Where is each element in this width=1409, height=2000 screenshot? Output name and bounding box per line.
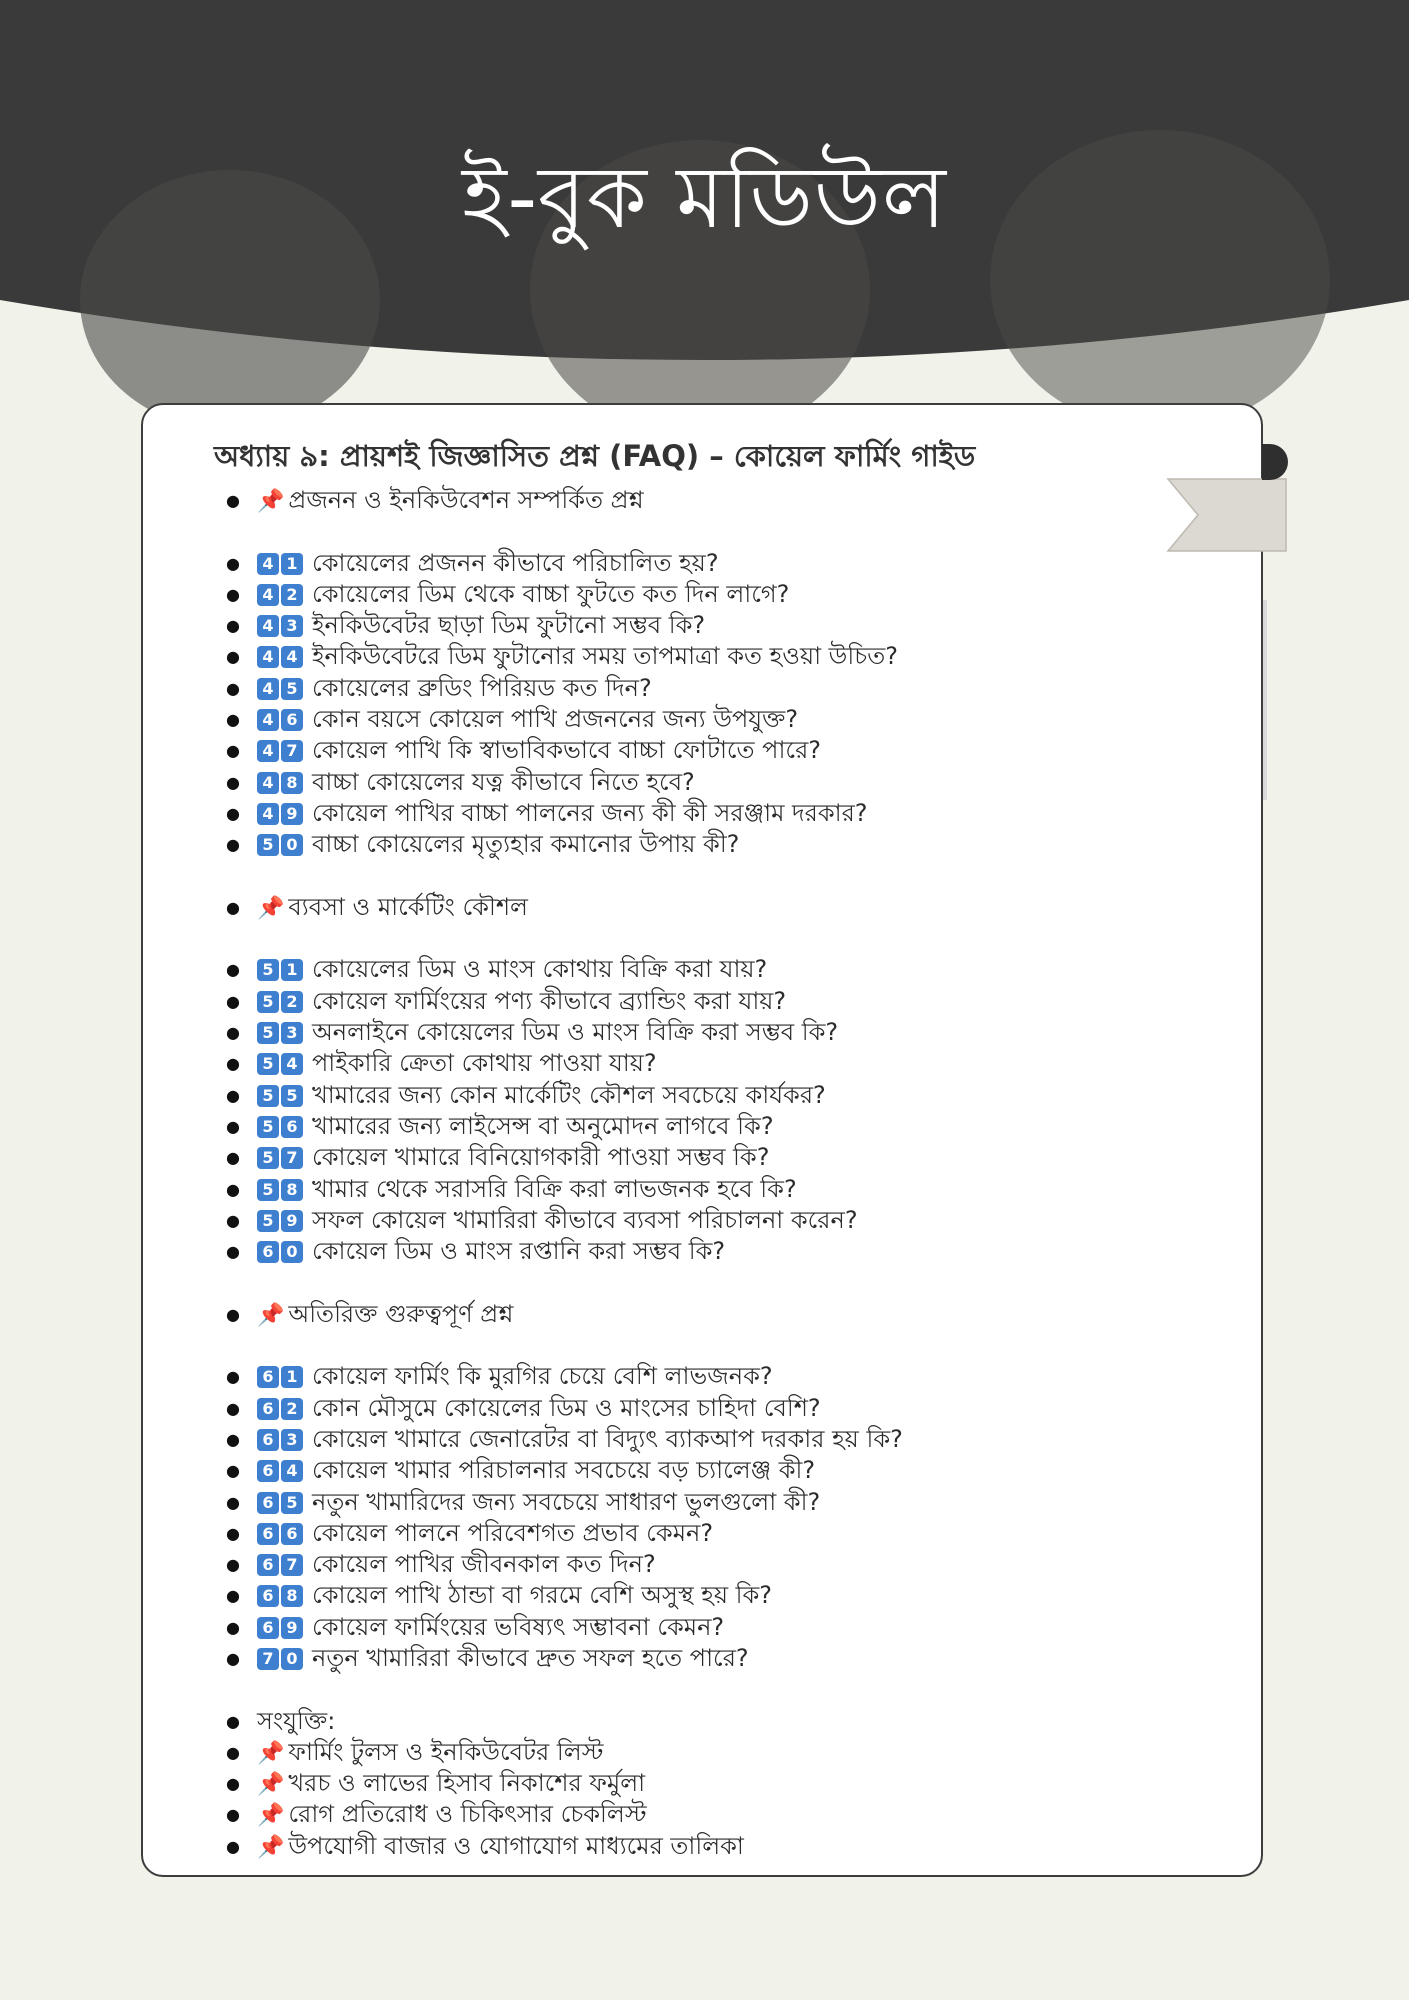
ebook-module-title: ই-বুক মডিউল: [462, 148, 947, 248]
item-text: কোয়েল পাখি কি স্বাভাবিকভাবে বাচ্চা ফোটাতে পারে?: [312, 736, 822, 765]
faq-item: [0, 548, 1150, 579]
faq-item: [0, 1424, 1150, 1455]
faq-item: [0, 673, 1150, 704]
faq-item: [0, 641, 1150, 672]
item-text: কোয়েল পাখির বাচ্চা পালনের জন্য কী কী সরঞ্জাম দরকার?: [312, 798, 868, 827]
question-number: 5 2: [257, 986, 305, 1017]
faq-item: [0, 1017, 1150, 1048]
bullet-icon: ●: [226, 1429, 240, 1449]
item-text: ইনকিউবেটর ছাড়া ডিম ফুটানো সম্ভব কি?: [312, 611, 706, 640]
bullet-icon: ●: [226, 1586, 240, 1606]
item-text: অতিরিক্ত গুরুত্বপূর্ণ প্রশ্ন: [288, 1299, 514, 1328]
item-text: সংযুক্তি:: [257, 1706, 336, 1735]
bullet-icon: ●: [226, 1023, 240, 1043]
question-number: 6 5: [257, 1487, 305, 1518]
item-text: নতুন খামারিদের জন্য সবচেয়ে সাধারণ ভুলগুলো কী?: [312, 1487, 821, 1516]
question-number: 7 0: [257, 1643, 305, 1674]
bullet-icon: ●: [226, 1805, 240, 1825]
list-spacer: [0, 1674, 1150, 1705]
bullet-icon: ●: [226, 1523, 240, 1543]
item-text: কোয়েলের ডিম ও মাংস কোথায় বিক্রি করা যায়?: [312, 955, 768, 984]
section-heading-item: [0, 485, 1150, 516]
faq-item: [0, 1612, 1150, 1643]
bullet-icon: ●: [226, 1242, 240, 1262]
faq-item: [0, 704, 1150, 735]
question-number: 5 5: [257, 1080, 305, 1111]
item-text: কোয়েল খামারে বিনিয়োগকারী পাওয়া সম্ভব কি?: [312, 1143, 770, 1172]
pushpin-icon: 📌: [257, 1803, 285, 1829]
item-text: খামারের জন্য কোন মার্কেটিং কৌশল সবচেয়ে কার্যকর?: [312, 1080, 826, 1109]
item-text: রোগ প্রতিরোধ ও চিকিৎসার চেকলিস্ট: [288, 1800, 647, 1829]
bullet-icon: ●: [226, 1648, 240, 1668]
faq-item: [0, 1080, 1150, 1111]
item-text: সফল কোয়েল খামারিরা কীভাবে ব্যবসা পরিচালনা করেন?: [312, 1205, 858, 1234]
question-number: 6 1: [257, 1361, 305, 1392]
item-text: পাইকারি ক্রেতা কোথায় পাওয়া যায়?: [312, 1049, 657, 1078]
header-banner: [0, 0, 1409, 440]
bullet-icon: ●: [226, 1367, 240, 1387]
faq-list: [0, 485, 1150, 1862]
bullet-icon: ●: [226, 1617, 240, 1637]
bullet-icon: ●: [226, 1054, 240, 1074]
bullet-icon: ●: [226, 991, 240, 1011]
item-text: কোয়েল ফার্মিংয়ের পণ্য কীভাবে ব্র্যান্ডিং করা যায়?: [312, 986, 787, 1015]
item-text: কোয়েল ডিম ও মাংস রপ্তানি করা সম্ভব কি?: [312, 1237, 726, 1266]
question-number: 4 6: [257, 704, 305, 735]
faq-item: [0, 1205, 1150, 1236]
item-text: কোয়েল ফার্মিং কি মুরগির চেয়ে বেশি লাভজনক?: [312, 1362, 773, 1391]
bullet-icon: ●: [226, 678, 240, 698]
question-number: 4 9: [257, 798, 305, 829]
bullet-icon: ●: [226, 616, 240, 636]
faq-item: [0, 1580, 1150, 1611]
bullet-icon: ●: [226, 1179, 240, 1199]
faq-item: [0, 1393, 1150, 1424]
bullet-icon: ●: [226, 1398, 240, 1418]
question-number: 4 3: [257, 610, 305, 641]
item-text: নতুন খামারিরা কীভাবে দ্রুত সফল হতে পারে?: [312, 1643, 749, 1672]
question-number: 5 8: [257, 1174, 305, 1205]
bullet-icon: ●: [226, 1304, 240, 1324]
list-spacer: [0, 1267, 1150, 1298]
item-text: অনলাইনে কোয়েলের ডিম ও মাংস বিক্রি করা সম্ভব কি?: [312, 1018, 839, 1047]
question-number: 4 7: [257, 735, 305, 766]
item-text: কোয়েল পালনে পরিবেশগত প্রভাব কেমন?: [312, 1518, 714, 1547]
section-heading-item: [0, 1737, 1150, 1768]
pushpin-icon: 📌: [257, 895, 285, 921]
bullet-icon: ●: [226, 960, 240, 980]
item-text: কোয়েল খামারে জেনারেটর বা বিদ্যুৎ ব্যাকআপ দরকার হয় কি?: [312, 1424, 903, 1453]
bullet-icon: ●: [226, 1492, 240, 1512]
bullet-icon: ●: [226, 1116, 240, 1136]
faq-item: [0, 1048, 1150, 1079]
question-number: 6 2: [257, 1393, 305, 1424]
item-text: কোন বয়সে কোয়েল পাখি প্রজননের জন্য উপযুক্ত?: [312, 705, 799, 734]
faq-item: [0, 1174, 1150, 1205]
faq-item: [0, 1111, 1150, 1142]
faq-item: [0, 1236, 1150, 1267]
item-text: ইনকিউবেটরে ডিম ফুটানোর সময় তাপমাত্রা কত হওয়া উচিত?: [312, 642, 898, 671]
bullet-icon: ●: [226, 1461, 240, 1481]
bullet-icon: ●: [226, 584, 240, 604]
question-number: 5 1: [257, 954, 305, 985]
list-spacer: [0, 923, 1150, 954]
bullet-icon: ●: [226, 553, 240, 573]
question-number: 6 9: [257, 1612, 305, 1643]
bullet-icon: ●: [226, 772, 240, 792]
bullet-icon: ●: [226, 1210, 240, 1230]
section-heading-item: [0, 1831, 1150, 1862]
faq-item: [0, 798, 1150, 829]
faq-item: [0, 954, 1150, 985]
list-spacer: [0, 1330, 1150, 1361]
question-number: 5 9: [257, 1205, 305, 1236]
pushpin-icon: 📌: [257, 1740, 285, 1766]
question-number: 6 0: [257, 1236, 305, 1267]
question-number: 5 7: [257, 1142, 305, 1173]
item-text: কোয়েলের ব্রুডিং পিরিয়ড কত দিন?: [312, 673, 652, 702]
faq-item: [0, 735, 1150, 766]
pushpin-icon: 📌: [257, 1302, 285, 1328]
pushpin-icon: 📌: [257, 489, 285, 514]
item-text: কোয়েলের প্রজনন কীভাবে পরিচালিত হয়?: [312, 548, 719, 577]
item-text: বাচ্চা কোয়েলের যত্ন কীভাবে নিতে হবে?: [312, 767, 695, 796]
faq-item: [0, 767, 1150, 798]
faq-item: [0, 986, 1150, 1017]
faq-item: [0, 610, 1150, 641]
item-text: খরচ ও লাভের হিসাব নিকাশের ফর্মুলা: [288, 1769, 646, 1798]
faq-item: [0, 1643, 1150, 1674]
bullet-icon: ●: [226, 1085, 240, 1105]
question-number: 4 2: [257, 579, 305, 610]
item-text: ব্যবসা ও মার্কেটিং কৌশল: [288, 892, 528, 921]
faq-item: [0, 1142, 1150, 1173]
item-text: খামার থেকে সরাসরি বিক্রি করা লাভজনক হবে কি?: [312, 1174, 797, 1203]
pushpin-icon: 📌: [257, 1834, 285, 1860]
bullet-icon: ●: [226, 835, 240, 855]
section-heading-item: [0, 1799, 1150, 1830]
section-heading-item: [0, 1768, 1150, 1799]
item-text: উপযোগী বাজার ও যোগাযোগ মাধ্যমের তালিকা: [288, 1831, 744, 1860]
bullet-icon: ●: [226, 647, 240, 667]
question-number: 4 4: [257, 641, 305, 672]
faq-item: [0, 1549, 1150, 1580]
item-text: কোয়েল ফার্মিংয়ের ভবিষ্যৎ সম্ভাবনা কেমন?: [312, 1612, 725, 1641]
question-number: 5 4: [257, 1048, 305, 1079]
question-number: 6 4: [257, 1455, 305, 1486]
bullet-icon: ●: [226, 1836, 240, 1856]
bullet-icon: ●: [226, 1148, 240, 1168]
pushpin-icon: 📌: [257, 1772, 285, 1798]
faq-item: [0, 829, 1150, 860]
item-text: কোয়েল খামার পরিচালনার সবচেয়ে বড় চ্যালেঞ্জ কী?: [312, 1456, 816, 1485]
item-text: কোয়েল পাখি ঠান্ডা বা গরমে বেশি অসুস্থ হয় কি?: [312, 1581, 773, 1610]
faq-item: [0, 1487, 1150, 1518]
item-text: ফার্মিং টুলস ও ইনকিউবেটর লিস্ট: [288, 1737, 604, 1766]
question-number: 6 6: [257, 1518, 305, 1549]
bullet-icon: ●: [226, 710, 240, 730]
bullet-icon: ●: [226, 1555, 240, 1575]
bullet-icon: ●: [226, 1742, 240, 1762]
question-number: 5 6: [257, 1111, 305, 1142]
question-number: 4 8: [257, 767, 305, 798]
faq-item: [0, 1518, 1150, 1549]
item-text: খামারের জন্য লাইসেন্স বা অনুমোদন লাগবে কি?: [312, 1111, 774, 1140]
question-number: 6 3: [257, 1424, 305, 1455]
question-number: 5 0: [257, 829, 305, 860]
bullet-icon: ●: [226, 491, 240, 510]
faq-item: [0, 579, 1150, 610]
faq-item: [0, 1361, 1150, 1392]
faq-item: [0, 1455, 1150, 1486]
chapter-title: অধ্যায় ৯: প্রায়শই জিজ্ঞাসিত প্রশ্ন (FAQ) – কোয়েল ফার্মিং গাইড: [214, 439, 976, 473]
question-number: 6 8: [257, 1580, 305, 1611]
list-item: [0, 1706, 1150, 1737]
bullet-icon: ●: [226, 1711, 240, 1731]
section-heading-item: [0, 892, 1150, 923]
item-text: প্রজনন ও ইনকিউবেশন সম্পর্কিত প্রশ্ন: [288, 486, 644, 514]
item-text: কোন মৌসুমে কোয়েলের ডিম ও মাংসের চাহিদা বেশি?: [312, 1393, 821, 1422]
list-spacer: [0, 861, 1150, 892]
bullet-icon: ●: [226, 897, 240, 917]
bullet-icon: ●: [226, 803, 240, 823]
question-number: 6 7: [257, 1549, 305, 1580]
bullet-icon: ●: [226, 1774, 240, 1794]
question-number: 5 3: [257, 1017, 305, 1048]
bullet-icon: ●: [226, 741, 240, 761]
item-text: কোয়েলের ডিম থেকে বাচ্চা ফুটতে কত দিন লাগে?: [312, 579, 790, 608]
question-number: 4 5: [257, 673, 305, 704]
item-text: কোয়েল পাখির জীবনকাল কত দিন?: [312, 1550, 656, 1579]
side-divider: [1263, 600, 1267, 800]
section-heading-item: [0, 1299, 1150, 1330]
list-spacer: [0, 516, 1150, 547]
question-number: 4 1: [257, 548, 305, 579]
item-text: বাচ্চা কোয়েলের মৃত্যুহার কমানোর উপায় কী?: [312, 830, 740, 859]
